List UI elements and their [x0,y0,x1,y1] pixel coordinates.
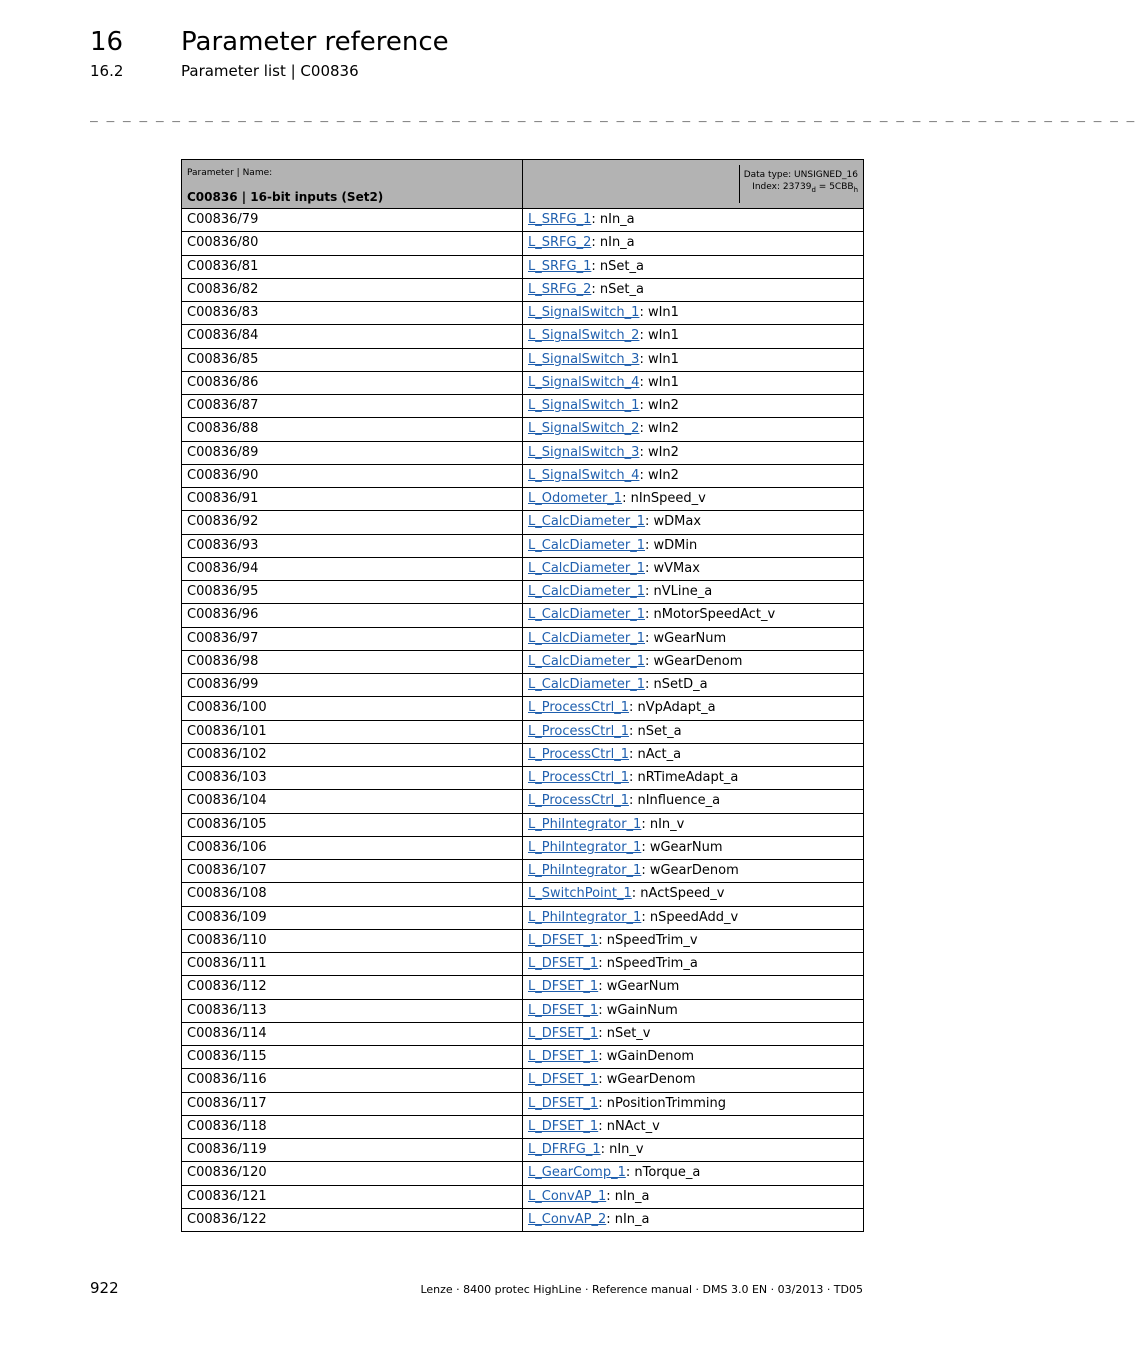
table-row [182,999,864,1022]
subcode-cell: C00836/122 [182,1208,523,1231]
signal-cell [523,767,864,790]
signal-name: : wIn1 [639,328,679,344]
function-block-link[interactable]: L_ProcessCtrl_1 [528,700,629,716]
table-row [182,255,864,278]
function-block-link[interactable]: L_CalcDiameter_1 [528,677,646,693]
index-middle: = 5CBB [815,182,854,192]
subcode-cell: C00836/105 [182,813,523,836]
signal-cell [523,395,864,418]
signal-name: : nSpeedTrim_v [598,932,698,948]
signal-cell [523,836,864,859]
section-title: Parameter list | C00836 [181,62,359,80]
function-block-link[interactable]: L_DFSET_1 [528,1095,599,1111]
function-block-link[interactable]: L_SRFG_1 [528,212,592,228]
signal-name: : nRTimeAdapt_a [628,770,739,786]
function-block-link[interactable]: L_SignalSwitch_4 [528,467,640,483]
table-row [182,395,864,418]
function-block-link[interactable]: L_SwitchPoint_1 [528,886,632,902]
function-block-link[interactable]: L_DFSET_1 [528,979,599,995]
signal-name: : wGainNum [598,1002,678,1018]
subcode-cell: C00836/107 [182,860,523,883]
signal-cell [523,348,864,371]
subcode-cell: C00836/87 [182,395,523,418]
function-block-link[interactable]: L_ProcessCtrl_1 [528,770,629,786]
subcode-cell: C00836/106 [182,836,523,859]
signal-cell [523,534,864,557]
table-row [182,697,864,720]
signal-cell [523,418,864,441]
parameter-name: C00836 | 16-bit inputs (Set2) [187,190,384,204]
subcode-cell: C00836/117 [182,1092,523,1115]
signal-name: : wGearNum [641,839,723,855]
function-block-link[interactable]: L_SRFG_2 [528,235,592,251]
table-row [182,860,864,883]
signal-cell [523,999,864,1022]
signal-cell [523,464,864,487]
table-row [182,976,864,999]
signal-name: : nIn_a [606,1211,650,1227]
signal-cell [523,278,864,301]
signal-name: : wIn2 [639,421,679,437]
function-block-link[interactable]: L_Odometer_1 [528,491,623,507]
function-block-link[interactable]: L_DFRFG_1 [528,1142,601,1158]
subcode-cell: C00836/108 [182,883,523,906]
data-type: Data type: UNSIGNED_16 [743,170,858,180]
subcode-cell: C00836/92 [182,511,523,534]
signal-name: : nActSpeed_v [631,886,725,902]
subcode-cell: C00836/91 [182,488,523,511]
signal-name: : nMotorSpeedAct_v [645,607,776,623]
signal-cell [523,1185,864,1208]
function-block-link[interactable]: L_PhiIntegrator_1 [528,816,642,832]
signal-name: : nIn_a [591,235,635,251]
signal-name: : wGearNum [598,979,680,995]
subcode-cell: C00836/85 [182,348,523,371]
signal-cell [523,371,864,394]
index-sub-d: d [811,185,816,194]
signal-name: : nPositionTrimming [598,1095,726,1111]
parameter-name-cell [182,160,523,209]
table-row [182,1092,864,1115]
subcode-cell: C00836/81 [182,255,523,278]
signal-cell [523,557,864,580]
function-block-link[interactable]: L_SignalSwitch_2 [528,328,640,344]
index-prefix: Index: 23739 [752,182,812,192]
function-block-link[interactable]: L_ConvAP_2 [528,1211,607,1227]
subcode-cell: C00836/100 [182,697,523,720]
subcode-cell: C00836/93 [182,534,523,557]
table-row [182,836,864,859]
section-number: 16.2 [90,62,124,80]
table-header-row [182,160,864,209]
header-separator: _ _ _ _ _ _ _ _ _ _ _ _ _ _ _ _ _ _ _ _ _ _ _ _ _ _ _ _ _ _ _ _ _ _ _ _ _ _ _ _ _ _ _ _ _ _ _ _ _ _ _ _ _ _ _ _ _ _ _ _ _ _ _ _ [90,108,1135,123]
function-block-link[interactable]: L_ProcessCtrl_1 [528,746,629,762]
signal-name: : nInfluence_a [628,793,721,809]
function-block-link[interactable]: L_SRFG_1 [528,258,592,274]
table-row [182,278,864,301]
signal-cell [523,209,864,232]
table-row [182,581,864,604]
signal-name: : nIn_v [641,816,685,832]
signal-cell [523,441,864,464]
signal-cell [523,953,864,976]
signal-cell [523,511,864,534]
subcode-cell: C00836/114 [182,1022,523,1045]
subcode-cell: C00836/102 [182,743,523,766]
table-row [182,302,864,325]
table-row [182,371,864,394]
signal-name: : nSetD_a [645,677,708,693]
signal-name: : wIn2 [639,398,679,414]
chapter-title: Parameter reference [181,27,449,57]
function-block-link[interactable]: L_DFSET_1 [528,956,599,972]
table-row [182,627,864,650]
parameter-label: Parameter | Name: [187,168,273,178]
function-block-link[interactable]: L_ProcessCtrl_1 [528,793,629,809]
signal-name: : nSet_a [628,723,682,739]
signal-cell [523,488,864,511]
table-row [182,441,864,464]
table-row [182,767,864,790]
subcode-cell: C00836/83 [182,302,523,325]
signal-name: : nVLine_a [645,584,713,600]
table-row [182,743,864,766]
table-row [182,953,864,976]
table-row [182,1185,864,1208]
signal-cell [523,1139,864,1162]
subcode-cell: C00836/98 [182,650,523,673]
function-block-link[interactable]: L_DFSET_1 [528,1002,599,1018]
signal-cell [523,627,864,650]
signal-name: : wDMin [645,537,698,553]
table-row [182,209,864,232]
subcode-cell: C00836/118 [182,1115,523,1138]
signal-cell [523,1162,864,1185]
function-block-link[interactable]: L_SignalSwitch_1 [528,305,640,321]
parameter-table [181,159,864,1232]
table-row [182,1139,864,1162]
function-block-link[interactable]: L_SignalSwitch_3 [528,444,640,460]
signal-cell [523,650,864,673]
signal-cell [523,697,864,720]
signal-cell [523,604,864,627]
table-row [182,557,864,580]
function-block-link[interactable]: L_DFSET_1 [528,932,599,948]
subcode-cell: C00836/109 [182,906,523,929]
subcode-cell: C00836/97 [182,627,523,650]
data-type-info [739,165,863,203]
signal-name: : wIn1 [639,305,679,321]
table-row [182,650,864,673]
table-row [182,813,864,836]
table-row [182,348,864,371]
subcode-cell: C00836/99 [182,674,523,697]
function-block-link[interactable]: L_CalcDiameter_1 [528,653,646,669]
function-block-link[interactable]: L_SRFG_2 [528,281,592,297]
signal-cell [523,860,864,883]
subcode-cell: C00836/88 [182,418,523,441]
subcode-cell: C00836/110 [182,929,523,952]
subcode-cell: C00836/82 [182,278,523,301]
signal-name: : nSet_v [598,1025,651,1041]
subcode-cell: C00836/86 [182,371,523,394]
table-row [182,1046,864,1069]
function-block-link[interactable]: L_DFSET_1 [528,1072,599,1088]
signal-name: : nInSpeed_v [622,491,706,507]
table-row [182,790,864,813]
header-spacer [523,165,739,203]
signal-name: : nNAct_v [598,1118,660,1134]
function-block-link[interactable]: L_PhiIntegrator_1 [528,909,642,925]
function-block-link[interactable]: L_GearComp_1 [528,1165,626,1181]
signal-cell [523,1208,864,1231]
subcode-cell: C00836/113 [182,999,523,1022]
table-row [182,720,864,743]
signal-name: : nSpeedTrim_a [598,956,698,972]
subcode-cell: C00836/119 [182,1139,523,1162]
table-row [182,906,864,929]
signal-cell [523,232,864,255]
function-block-link[interactable]: L_DFSET_1 [528,1025,599,1041]
function-block-link[interactable]: L_CalcDiameter_1 [528,560,646,576]
function-block-link[interactable]: L_CalcDiameter_1 [528,607,646,623]
table-row [182,325,864,348]
table-row [182,534,864,557]
table-row [182,883,864,906]
signal-cell [523,976,864,999]
subcode-cell: C00836/112 [182,976,523,999]
table-row [182,511,864,534]
signal-name: : wIn2 [639,467,679,483]
function-block-link[interactable]: L_SignalSwitch_3 [528,351,640,367]
subcode-cell: C00836/80 [182,232,523,255]
function-block-link[interactable]: L_DFSET_1 [528,1118,599,1134]
signal-name: : nSet_a [591,258,644,274]
signal-cell [523,1022,864,1045]
table-row [182,1069,864,1092]
function-block-link[interactable]: L_CalcDiameter_1 [528,584,646,600]
table-row [182,1115,864,1138]
signal-cell [523,1115,864,1138]
table-row [182,1208,864,1231]
signal-cell [523,302,864,325]
signal-name: : wGearDenom [598,1072,696,1088]
signal-name: : nSet_a [591,281,644,297]
signal-cell [523,743,864,766]
table-row [182,464,864,487]
signal-name: : wGainDenom [598,1049,695,1065]
chapter-number: 16 [90,27,124,57]
table-row [182,488,864,511]
subcode-cell: C00836/89 [182,441,523,464]
subcode-cell: C00836/121 [182,1185,523,1208]
signal-cell [523,906,864,929]
subcode-cell: C00836/79 [182,209,523,232]
function-block-link[interactable]: L_PhiIntegrator_1 [528,863,642,879]
subcode-cell: C00836/96 [182,604,523,627]
signal-name: : nIn_v [600,1142,644,1158]
signal-cell [523,1069,864,1092]
function-block-link[interactable]: L_ConvAP_1 [528,1188,607,1204]
signal-name: : wDMax [645,514,702,530]
table-row [182,1022,864,1045]
signal-cell [523,1092,864,1115]
function-block-link[interactable]: L_SignalSwitch_4 [528,374,640,390]
signal-name: : nIn_a [591,212,635,228]
signal-cell [523,255,864,278]
table-row [182,232,864,255]
subcode-cell: C00836/103 [182,767,523,790]
function-block-link[interactable]: L_ProcessCtrl_1 [528,723,629,739]
signal-name: : nTorque_a [625,1165,701,1181]
function-block-link[interactable]: L_SignalSwitch_1 [528,398,640,414]
subcode-cell: C00836/104 [182,790,523,813]
signal-name: : nVpAdapt_a [628,700,716,716]
index-sub-h: h [853,185,858,194]
function-block-link[interactable]: L_CalcDiameter_1 [528,537,646,553]
subcode-cell: C00836/84 [182,325,523,348]
signal-cell [523,325,864,348]
function-block-link[interactable]: L_CalcDiameter_1 [528,630,646,646]
signal-name: : wGearDenom [645,653,743,669]
subcode-cell: C00836/116 [182,1069,523,1092]
signal-cell [523,1046,864,1069]
table-row [182,604,864,627]
signal-name: : nIn_a [606,1188,650,1204]
table-row [182,418,864,441]
page-number: 922 [90,1279,119,1297]
signal-cell [523,581,864,604]
document-info: Lenze · 8400 protec HighLine · Reference manual · DMS 3.0 EN · 03/2013 · TD05 [420,1283,863,1296]
subcode-cell: C00836/111 [182,953,523,976]
signal-cell [523,813,864,836]
function-block-link[interactable]: L_DFSET_1 [528,1049,599,1065]
signal-cell [523,883,864,906]
function-block-link[interactable]: L_CalcDiameter_1 [528,514,646,530]
table-row [182,1162,864,1185]
data-type-cell [523,160,864,209]
table-row [182,929,864,952]
signal-name: : nSpeedAdd_v [641,909,739,925]
table-row [182,674,864,697]
subcode-cell: C00836/101 [182,720,523,743]
signal-cell [523,929,864,952]
signal-cell [523,720,864,743]
subcode-cell: C00836/90 [182,464,523,487]
subcode-cell: C00836/94 [182,557,523,580]
signal-name: : wIn2 [639,444,679,460]
subcode-cell: C00836/120 [182,1162,523,1185]
subcode-cell: C00836/115 [182,1046,523,1069]
signal-name: : nAct_a [628,746,682,762]
signal-cell [523,790,864,813]
signal-name: : wVMax [645,560,700,576]
signal-cell [523,674,864,697]
subcode-cell: C00836/95 [182,581,523,604]
signal-name: : wIn1 [639,351,679,367]
signal-name: : wIn1 [639,374,679,390]
signal-name: : wGearDenom [641,863,739,879]
function-block-link[interactable]: L_SignalSwitch_2 [528,421,640,437]
function-block-link[interactable]: L_PhiIntegrator_1 [528,839,642,855]
signal-name: : wGearNum [645,630,727,646]
